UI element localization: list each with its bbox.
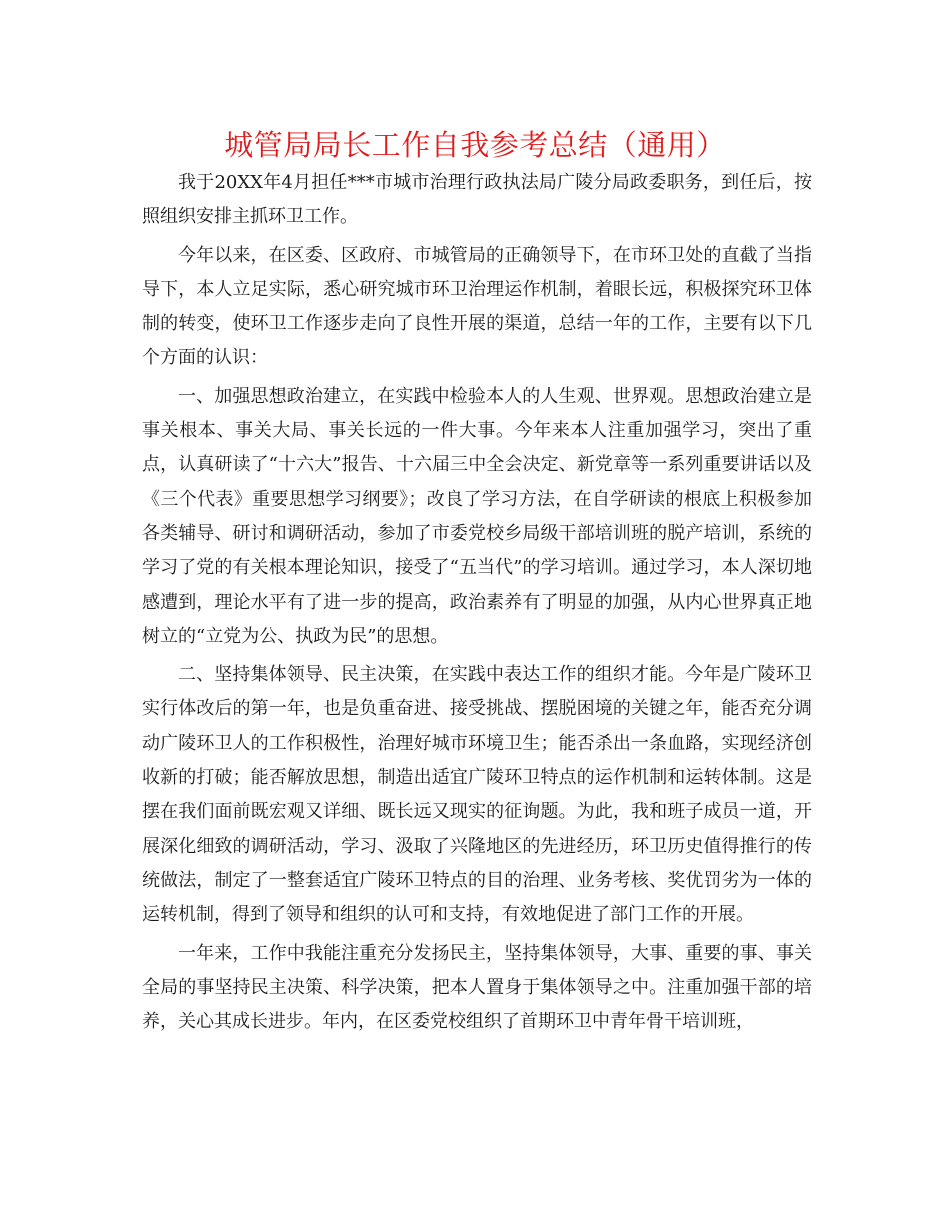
paragraph-overview: 今年以来，在区委、区政府、市城管局的正确领导下，在市环卫处的直截了当指导下，本人立足实际，悉心研究城市环卫治理运作机制，着眼长远，积极探究环卫体制的转变，使环卫工作逐步走向了良性开展的渠道，总结一年的工作，主要有以下几个方面的认识： [142, 244, 812, 369]
paragraph-section-one: 一、加强思想政治建立，在实践中检验本人的人生观、世界观。思想政治建立是事关根本、事关大局、事关长远的一件大事。今年来本人注重加强学习，突出了重点，认真研读了“十六大”报告、十六届三中全会决定、新党章等一系列重要讲话以及《三个代表》重要思想学习纲要》；改良了学习方法，在自学研读的根底上积极参加各类辅导、研讨和调研活动，参加了市委党校乡局级干部培训班的脱产培训，系统的学习了党的有关根本理论知识，接受了“五当代”的学习培训。通过学习，本人深切地感遭到，理论水平有了进一步的提高，政治素养有了明显的加强，从内心世界真正地树立的“立党为公、执政为民”的思想。 [142, 385, 812, 647]
document-title: 城管局局长工作自我参考总结（通用） [224, 128, 726, 162]
paragraph-section-two: 二、坚持集体领导、民主决策，在实践中表达工作的组织才能。今年是广陵环卫实行体改后的第一年，也是负重奋进、接受挑战、摆脱困境的关键之年，能否充分调动广陵环卫人的工作积极性，治理好城市环境卫生；能否杀出一条血路，实现经济创收新的打破；能否解放思想，制造出适宜广陵环卫特点的运作机制和运转体制。这是摆在我们面前既宏观又详细、既长远又现实的征询题。为此，我和班子成员一道，开展深化细致的调研活动，学习、汲取了兴隆地区的先进经历，环卫历史值得推行的传统做法，制定了一整套适宜广陵环卫特点的目的治理、业务考核、奖优罚劣为一体的运转机制，得到了领导和组织的认可和支持，有效地促进了部门工作的开展。 [142, 664, 812, 926]
paragraph-intro: 我于20XX年4月担任***市城市治理行政执法局广陵分局政委职务，到任后，按照组织安排主抓环卫工作。 [142, 172, 812, 228]
document-body [142, 166, 812, 1043]
paragraph-democracy: 一年来，工作中我能注重充分发扬民主，坚持集体领导，大事、重要的事、事关全局的事坚持民主决策、科学决策，把本人置身于集体领导之中。注重加强干部的培养，关心其成长进步。年内，在区委党校组织了首期环卫中青年骨干培训班， [142, 942, 812, 1033]
